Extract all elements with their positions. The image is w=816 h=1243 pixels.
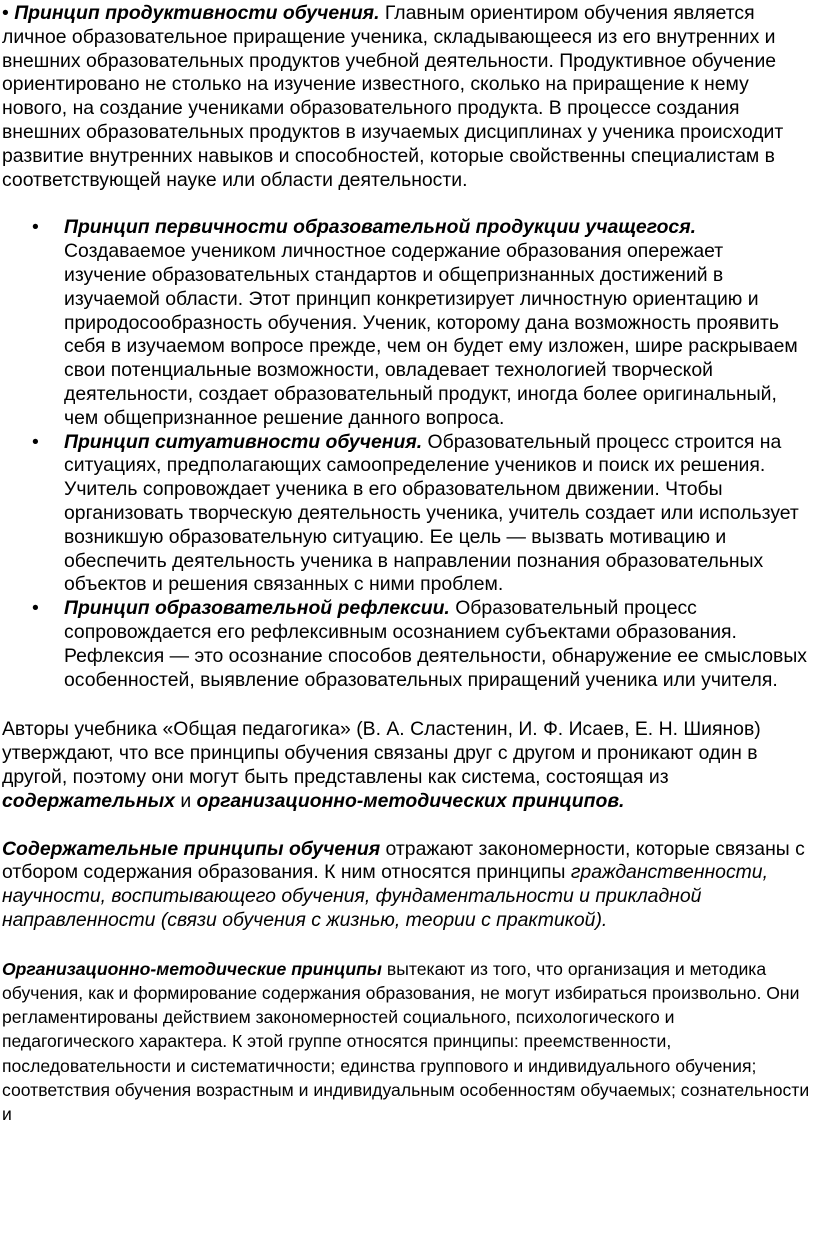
bullet-icon: • [32, 597, 39, 620]
spacer [2, 814, 810, 838]
term-content: содержательных [2, 789, 175, 812]
list-item-text: Образовательный процесс сопровождается его рефлексивным осознанием субъектами образования. Рефлексия — это осознание способов деятельности, обнаружение ее смысловых особенностей, выявление образовательных приращений ученика или учителя. [64, 597, 807, 691]
intro-title: Принцип продуктивности обучения. [14, 2, 380, 24]
principles-list [2, 216, 810, 692]
list-item-text: Создаваемое учеником личностное содержание образования опережает изучение образовательных стандартов и общепризнанных достижений в изучаемой области. Этот принцип конкретизирует личностную ориентацию и природосообразность обучения. Ученик, которому дана возможность проявить себя в изучаемом вопросе прежде, чем он будет ему изложен, шире раскрываем свои потенциальные возможности, овладевает технологией творческой деятельности, создает образовательный продукт, иногда более оригинальный, чем общепризнанное решение данного вопроса. [64, 240, 798, 429]
content-principles-title: Содержательные принципы обучения [2, 837, 381, 860]
intro-text: Главным ориентиром обучения является личное образовательное приращение ученика, складывающееся из его внутренних и внешних образовательных продуктов учебной деятельности. Продуктивное обучение ориентировано не столько на изучение известного, сколько на приращение к нему нового, на создание учениками образовательного продукта. В процессе создания внешних образовательных продуктов в изучаемых дисциплинах у ученика происходит развитие внутренних навыков и способностей, которые свойственны специалистам в соответствующей науке или области деятельности. [2, 2, 784, 191]
term-organizational: организационно-методических принципов. [196, 789, 625, 812]
bullet-icon: • [32, 430, 39, 453]
content-principles-text: отражают закономерности, которые связаны с отбором содержания образования. К ним относятся принципы [2, 837, 805, 884]
authors-paragraph [2, 718, 810, 813]
bullet-icon: • [32, 216, 39, 239]
list-item-title: Принцип ситуативности обучения. [64, 430, 423, 453]
org-principles-text: вытекают из того, что организация и методика обучения, как и формирование содержания образования, не могут избираться произвольно. Они регламентированы действием закономерностей социального, психологического и педагогического характера. К этой группе относятся принципы: преемственности, последовательности и систематичности; единства группового и индивидуального обучения; соответствия обучения возрастным и индивидуальным особенностям обучаемых; сознательности и [2, 958, 810, 1124]
intro-paragraph [2, 2, 810, 192]
list-item-title: Принцип образовательной рефлексии. [64, 597, 450, 620]
content-principles-list: гражданственности, научности, воспитывающего обучения, фундаментальности и прикладной направленности (связи обучения с жизнью, теории с практикой). [2, 861, 768, 931]
org-principles-paragraph [2, 957, 810, 1126]
list-item [2, 431, 810, 598]
list-item [2, 216, 810, 430]
spacer [2, 933, 810, 957]
content-principles-paragraph [2, 838, 810, 933]
intro-bullet: • [2, 2, 9, 24]
conjunction: и [174, 789, 197, 812]
list-item-text: Образовательный процесс строится на ситуациях, предполагающих самоопределение учеников и поиск их решения. Учитель сопровождает ученика в его образовательном движении. Чтобы организовать творческую деятельность ученика, учитель создает или использует возникшую образовательную ситуацию. Ее цель — вызвать мотивацию и обеспечить деятельность ученика в направлении познания образовательных объектов и решения связанных с ними проблем. [64, 430, 799, 596]
authors-text: Авторы учебника «Общая педагогика» (В. А. Сластенин, И. Ф. Исаев, Е. Н. Шиянов) утверждают, что все принципы обучения связаны друг с другом и проникают один в другой, поэтому они могут быть представлены как система, состоящая из [2, 718, 761, 788]
list-item-title: Принцип первичности образовательной продукции учащегося. [64, 216, 697, 239]
org-principles-title: Организационно-методические принципы [2, 958, 382, 979]
list-item [2, 597, 810, 692]
spacer [2, 192, 810, 216]
spacer [2, 692, 810, 718]
